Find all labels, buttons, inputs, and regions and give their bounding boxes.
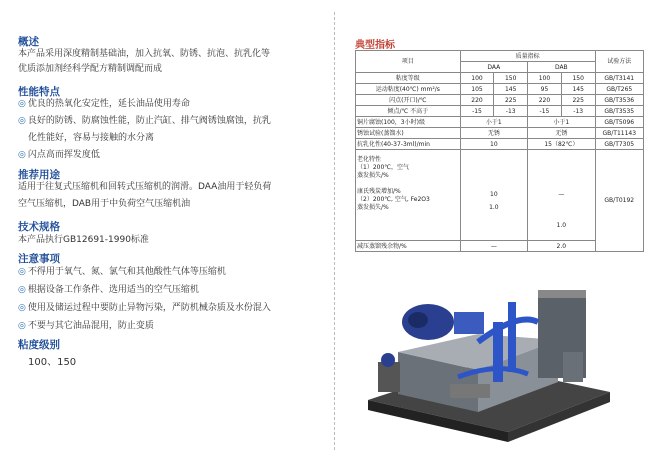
cell: 10 bbox=[460, 139, 527, 150]
overview-line-1: 本产品采用深度精制基础油，加入抗氧、防锈、抗泡、抗乳化等 bbox=[18, 49, 271, 59]
table-title: 典型指标 bbox=[355, 40, 395, 51]
typical-properties-table bbox=[355, 50, 644, 252]
table-row bbox=[356, 73, 644, 84]
table-row bbox=[356, 117, 644, 128]
cell: 2.0 bbox=[528, 241, 595, 252]
overview-heading: 概述 bbox=[18, 36, 39, 48]
aging-label: 老化特性 （1）200℃，空气 蒸发损失/% 康氏残炭增加/% （2）200℃, 空气, Fe2O3 蒸发损失/% bbox=[356, 150, 461, 241]
table-row bbox=[356, 84, 644, 95]
cell: 105 bbox=[460, 84, 494, 95]
notes-heading: 注意事项 bbox=[18, 253, 60, 265]
spec-heading: 技术规格 bbox=[18, 221, 60, 233]
cell: 150 bbox=[561, 73, 595, 84]
cell: 150 bbox=[494, 73, 528, 84]
note-item: ◎ 不得用于氧气、氮、氯气和其他酸性气体等压缩机 bbox=[18, 267, 226, 277]
row-label: 倾点/℃ 不高于 bbox=[356, 106, 461, 117]
row-label: 抗乳化性(40-37-3ml)/min bbox=[356, 139, 461, 150]
method-cell: GB/T11143 bbox=[595, 128, 643, 139]
bullet-icon: ◎ bbox=[18, 150, 26, 160]
aging-daa: 10 1.0 bbox=[460, 150, 527, 241]
cell: 小于1 bbox=[460, 117, 527, 128]
cell: -13 bbox=[561, 106, 595, 117]
header-item: 项目 bbox=[356, 51, 461, 73]
grade-value: 100、150 bbox=[28, 357, 77, 368]
overview-line-2: 优质添加剂经科学配方精制调配而成 bbox=[18, 64, 163, 74]
row-label: 铜片腐蚀(100，3小时)级 bbox=[356, 117, 461, 128]
bullet-icon: ◎ bbox=[18, 303, 26, 313]
cell: -15 bbox=[460, 106, 494, 117]
table-row bbox=[356, 95, 644, 106]
cell: 无锈 bbox=[528, 128, 595, 139]
header-quality: 质量指标 bbox=[460, 51, 595, 62]
table-row-aging bbox=[356, 150, 644, 241]
cell: 100 bbox=[460, 73, 494, 84]
note-item: ◎ 根据设备工作条件、选用适当的空气压缩机 bbox=[18, 285, 199, 295]
air-compressor-photo bbox=[358, 282, 620, 444]
usage-heading: 推荐用途 bbox=[18, 169, 60, 181]
bullet-icon: ◎ bbox=[18, 285, 26, 295]
cell: 小于1 bbox=[528, 117, 595, 128]
cell: 145 bbox=[494, 84, 528, 95]
bullet-icon: ◎ bbox=[18, 267, 26, 277]
spec-standard: 本产品执行GB12691-1990标准 bbox=[18, 235, 149, 245]
cell: 145 bbox=[561, 84, 595, 95]
cell: 225 bbox=[494, 95, 528, 106]
method-cell: GB/T3535 bbox=[595, 106, 643, 117]
table-row bbox=[356, 128, 644, 139]
method-cell: GB/T0192 bbox=[595, 150, 643, 252]
cell: 100 bbox=[528, 73, 562, 84]
note-item: ◎ 不要与其它油品混用，防止变质 bbox=[18, 321, 154, 331]
method-cell: GB/T265 bbox=[595, 84, 643, 95]
cell: 225 bbox=[561, 95, 595, 106]
features-heading: 性能特点 bbox=[18, 86, 60, 98]
cell: 无锈 bbox=[460, 128, 527, 139]
row-label: 闪点(开口)/℃ bbox=[356, 95, 461, 106]
method-cell: GB/T5096 bbox=[595, 117, 643, 128]
row-label: 减压蒸馏残余物/% bbox=[356, 241, 461, 252]
cell: -15 bbox=[528, 106, 562, 117]
row-label: 粘度等级 bbox=[356, 73, 461, 84]
cell: 95 bbox=[528, 84, 562, 95]
cell: 220 bbox=[460, 95, 494, 106]
row-label: 锈蚀试验(蒸馏水) bbox=[356, 128, 461, 139]
header-dab: DAB bbox=[528, 62, 595, 73]
header-daa: DAA bbox=[460, 62, 527, 73]
feature-item: ◎ 优良的热氧化安定性，延长油品使用寿命 bbox=[18, 99, 190, 109]
cell: 220 bbox=[528, 95, 562, 106]
row-label: 运动粘度(40℃) mm²/s bbox=[356, 84, 461, 95]
feature-item-continuation: 化性能好，容易与接触的水分离 bbox=[28, 133, 155, 143]
feature-item: ◎ 闪点高而挥发度低 bbox=[18, 150, 100, 160]
bullet-icon: ◎ bbox=[18, 321, 26, 331]
bullet-icon: ◎ bbox=[18, 116, 26, 126]
method-cell: GB/T7305 bbox=[595, 139, 643, 150]
table-row bbox=[356, 139, 644, 150]
cell: — bbox=[460, 241, 527, 252]
method-cell: GB/T3536 bbox=[595, 95, 643, 106]
note-item: ◎ 使用及储运过程中要防止异物污染，严防机械杂质及水份混入 bbox=[18, 303, 271, 313]
page-divider bbox=[334, 12, 335, 450]
aging-dab: — 1.0 bbox=[528, 150, 595, 241]
cell: 15（82℃） bbox=[528, 139, 595, 150]
table-header-row bbox=[356, 51, 644, 62]
usage-line-1: 适用于往复式压缩机和回转式压缩机的润滑。DAA油用于轻负荷 bbox=[18, 182, 272, 192]
table-row bbox=[356, 106, 644, 117]
bullet-icon: ◎ bbox=[18, 99, 26, 109]
feature-item: ◎ 良好的防锈、防腐蚀性能，防止汽缸、排气阀锈蚀腐蚀，抗乳 bbox=[18, 116, 271, 126]
cell: -13 bbox=[494, 106, 528, 117]
usage-line-2: 空气压缩机，DAB用于中负荷空气压缩机油 bbox=[18, 199, 191, 209]
header-method: 试验方法 bbox=[595, 51, 643, 73]
grade-heading: 粘度级别 bbox=[18, 339, 60, 351]
method-cell: GB/T3141 bbox=[595, 73, 643, 84]
